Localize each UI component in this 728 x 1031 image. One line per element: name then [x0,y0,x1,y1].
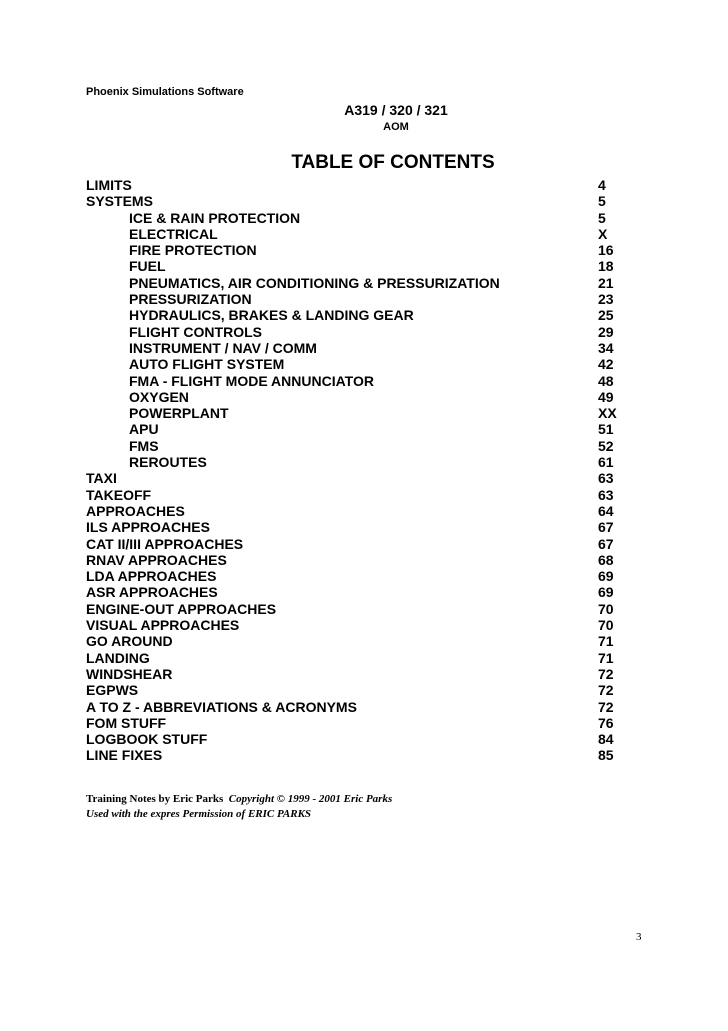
copyright-notice: Copyright © 1999 - 2001 Eric Parks [228,793,393,805]
toc-entry-label: FUEL [129,258,166,275]
page-number: 3 [636,931,642,943]
toc-entry-label: ICE & RAIN PROTECTION [129,209,301,226]
toc-entry-page: 5 [598,193,606,210]
toc-entry-page: 64 [598,502,614,519]
toc-entry-label: EGPWS [86,682,139,699]
toc-entry-page: 16 [598,242,614,259]
toc-entry-page: 63 [598,470,614,487]
toc-entry-page: 49 [598,388,614,405]
toc-entry-label: HYDRAULICS, BRAKES & LANDING GEAR [129,307,414,324]
toc-entry [86,503,626,519]
toc-entry [86,666,626,682]
toc-entry-label: LINE FIXES [86,747,163,764]
toc-entry-page: 23 [598,291,614,308]
toc-entry-label: POWERPLANT [129,405,229,422]
toc-entry-label: LIMITS [86,177,132,193]
toc-entry [86,340,626,356]
training-notes-credit: Training Notes by Eric Parks [86,793,224,805]
publisher-name: Phoenix Simulations Software [86,86,244,98]
toc-entry-label: VISUAL APPROACHES [86,617,240,634]
toc-entry-label: TAXI [86,470,117,487]
toc-entry-page: 5 [598,209,606,226]
toc-entry-page: 84 [598,731,614,748]
toc-entry [86,584,626,600]
toc-entry-label: INSTRUMENT / NAV / COMM [129,339,317,356]
toc-entry [86,226,626,242]
toc-entry-label: LANDING [86,649,150,666]
toc-entry [86,454,626,470]
toc-entry [86,552,626,568]
toc-entry-label: FIRE PROTECTION [129,242,257,259]
toc-entry [86,650,626,666]
toc-entry-page: 71 [598,649,614,666]
toc-entry-page: 72 [598,665,614,682]
toc-entry [86,487,626,503]
toc-entry [86,715,626,731]
toc-entry-page: 48 [598,372,614,389]
permission-notice: Used with the expres Permission of ERIC PARKS [86,808,312,820]
toc-entry-page: 68 [598,551,614,568]
toc-entry-label: REROUTES [129,454,207,471]
toc-entry-label: WINDSHEAR [86,665,173,682]
toc-entry-label: SYSTEMS [86,193,153,210]
toc-entry-page: 63 [598,486,614,503]
toc-entry-page: 67 [598,519,614,536]
toc-entry-label: FLIGHT CONTROLS [129,323,262,340]
toc-entry [86,601,626,617]
toc-entry-label: GO AROUND [86,633,173,650]
toc-entry-label: TAKEOFF [86,486,152,503]
toc-entry-page: X [598,225,608,242]
toc-entry [86,356,626,372]
toc-entry-label: ELECTRICAL [129,225,218,242]
toc-entry-page: 71 [598,633,614,650]
toc-entry [86,193,626,209]
toc-entry-page: 29 [598,323,614,340]
toc-entry-page: 70 [598,617,614,634]
toc-entry-page: 76 [598,714,614,731]
toc-entry [86,307,626,323]
toc-entry-label: APPROACHES [86,502,185,519]
toc-entry-page: 69 [598,568,614,585]
toc-entry-label: ASR APPROACHES [86,584,218,601]
toc-entry-label: LDA APPROACHES [86,568,217,585]
toc-heading: TABLE OF CONTENTS [291,152,495,173]
toc-entry [86,519,626,535]
toc-entry-label: FOM STUFF [86,714,167,731]
toc-entry-label: PNEUMATICS, AIR CONDITIONING & PRESSURIZATION [129,274,500,291]
toc-entry-page: 4 [598,177,606,193]
toc-entry [86,633,626,649]
toc-entry [86,389,626,405]
toc-entry [86,405,626,421]
toc-entry [86,731,626,747]
toc-entry [86,747,626,763]
toc-entry [86,291,626,307]
toc-entry-page: XX [598,405,617,422]
aircraft-title: A319 / 320 / 321 [344,102,448,118]
toc-entry-page: 42 [598,356,614,373]
toc-entry [86,536,626,552]
toc-entry-label: ENGINE-OUT APPROACHES [86,600,277,617]
footer [86,792,392,822]
toc-entry-page: 18 [598,258,614,275]
toc-entry [86,470,626,486]
toc-entry-page: 69 [598,584,614,601]
toc-entry [86,177,626,193]
toc-entry-page: 72 [598,698,614,715]
toc-entry-label: CAT II/III APPROACHES [86,535,244,552]
toc-entry-label: ILS APPROACHES [86,519,210,536]
toc-entry-label: FMS [129,437,159,454]
toc-entry-page: 67 [598,535,614,552]
toc-entry [86,699,626,715]
toc-entry-label: RNAV APPROACHES [86,551,227,568]
footer-line-1 [86,792,392,807]
toc-entry [86,275,626,291]
toc-entry-label: OXYGEN [129,388,189,405]
toc-entry [86,568,626,584]
toc-entry-label: FMA - FLIGHT MODE ANNUNCIATOR [129,372,374,389]
toc-entry-page: 25 [598,307,614,324]
toc-entry [86,210,626,226]
toc-entry [86,421,626,437]
toc-entry-page: 72 [598,682,614,699]
toc-entry-page: 34 [598,339,614,356]
toc-entry [86,373,626,389]
toc-entry [86,242,626,258]
toc-entry-page: 61 [598,454,614,471]
toc-entry [86,324,626,340]
toc-entry [86,617,626,633]
toc-entry [86,258,626,274]
toc-entry [86,438,626,454]
toc-entry [86,682,626,698]
toc-entry-page: 52 [598,437,614,454]
document-type: AOM [383,121,409,133]
toc-entry-label: PRESSURIZATION [129,291,252,308]
toc-entry-label: APU [129,421,159,438]
toc-entry-label: AUTO FLIGHT SYSTEM [129,356,285,373]
toc-entry-label: A TO Z - ABBREVIATIONS & ACRONYMS [86,698,357,715]
toc-entry-page: 21 [598,274,614,291]
toc-entry-page: 70 [598,600,614,617]
toc-entry-label: LOGBOOK STUFF [86,731,208,748]
toc-list [86,177,626,764]
toc-entry-page: 85 [598,747,614,764]
toc-entry-page: 51 [598,421,614,438]
